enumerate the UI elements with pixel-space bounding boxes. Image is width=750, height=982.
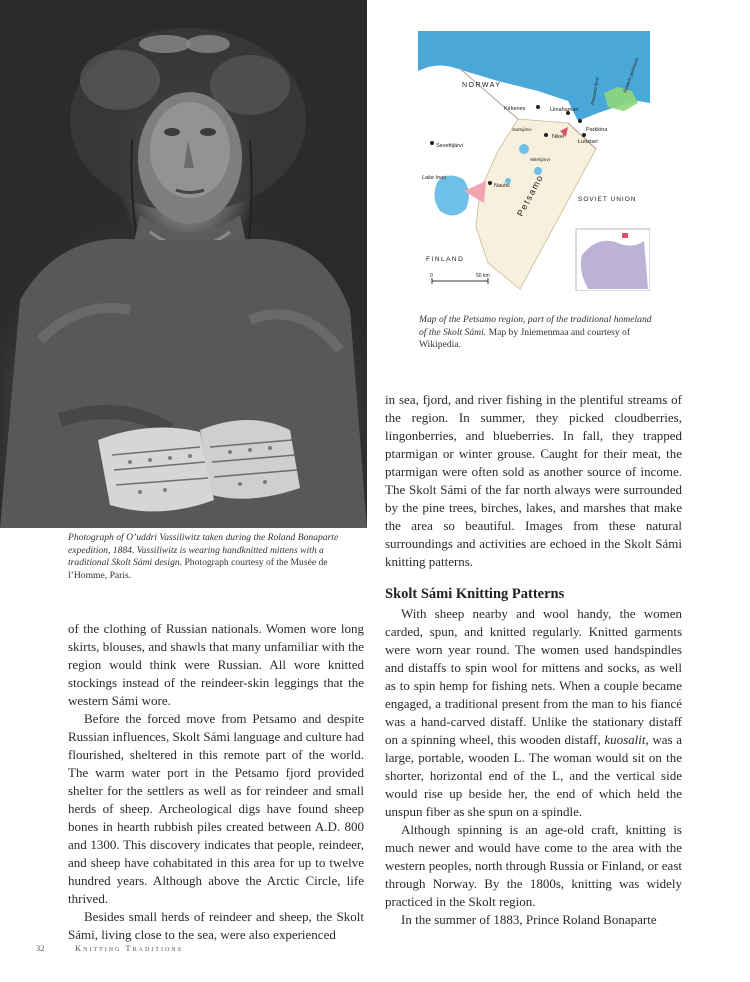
right-column — [385, 391, 682, 929]
map-illustration — [418, 31, 650, 291]
right-paragraph-1 — [385, 605, 682, 821]
label-rybachi: Rybachi peninsula — [622, 57, 640, 94]
left-column — [68, 620, 364, 944]
label-salmijarvi: Salmijärvi — [512, 127, 532, 132]
portrait-photograph — [0, 0, 367, 528]
photo-caption — [68, 532, 360, 582]
scale-zero: 0 — [430, 273, 433, 279]
label-soviet-union: SOVIET UNION — [578, 196, 637, 203]
label-kirkenes: Kirkenes — [504, 106, 526, 112]
label-norway: NORWAY — [462, 82, 502, 89]
left-paragraph-1: of the clothing of Russian nationals. Women wore long skirts, blouses, and shawls that many unfamiliar with the region would think were Russian. All wore knitted stockings instead of the reindeer-skin leggings that the western Sámi wore. — [68, 621, 364, 708]
map-caption — [419, 314, 659, 352]
kuosalit-term: kuosalit — [604, 732, 646, 747]
label-sevettijarvi: Sevettijärvi — [436, 143, 463, 149]
label-lake-inari: Lake Inari — [422, 175, 447, 181]
label-finland: FINLAND — [426, 256, 465, 263]
map-caption-text: Map of the Petsamo region, part of the traditional homeland of the Skolt Sámi. — [419, 314, 652, 338]
label-liinahamari: Liinahamari — [550, 107, 579, 113]
petsamo-map — [418, 31, 650, 291]
right-intro-paragraph: in sea, fjord, and river fishing in the plentiful streams of the region. In summer, they picked cloudberries, lingonberries, and blueberries. In fall, they trapped ptarmigan or winter grouse. Caught for their meat, the ptarmigan were often sold as another source of income. The Skolt Sámi of the far north always were surrounded by the pine trees, birches, lakes, and marshes that make the area so beautiful. Images from these natural surroundings and activities are echoed in the Skolt Sámi knitting patterns. — [385, 392, 682, 569]
label-petsamo: Petsamo — [514, 172, 546, 218]
photo-caption-credit: Photograph courtesy of the Musée de l’Homme, Paris. — [68, 557, 328, 581]
right-paragraph-1-a: With sheep nearby and wool handy, the women carded, spun, and knitted regularly. Knitted garments were worn year round. The women used handspindles and distaffs to spin wool for mittens and socks, as well as to spin hemp for fishing nets. When a couple became engaged, a traditional present from the man to his fiancé was a hand-carved distaff. Unlike the stationary distaff on a spinning wheel, this wooden distaff, — [385, 606, 682, 747]
photo-caption-text: Photograph of O’uddri Vassiliwitz taken during the Roland Bonaparte expedition, 1884. Vassiliwitz is wearing handknitted mittens with a traditional Skolt Sámi design. — [68, 532, 339, 569]
page-number: 32 — [36, 943, 45, 953]
label-nikehjarvi: Nikehjarvi — [530, 157, 550, 162]
label-petsamo-fjord: Petsamo fjord — [590, 76, 600, 106]
right-paragraph-1-b: , was a large, portable, wooden L. The woman would sit on the shorter, horizontal end of the L, and the vertical side would rise up beside her, the end of which held the unspun fiber as she spun on a spindle. — [385, 732, 682, 819]
label-nautsi: Nautsi — [494, 183, 510, 189]
section-heading: Skolt Sámi Knitting Patterns — [385, 586, 565, 602]
running-title: Knitting Traditions — [75, 943, 183, 953]
label-parkkina: Parkkina — [586, 127, 608, 133]
scale-fifty-km: 50 km — [476, 273, 490, 279]
left-paragraph-3: Besides small herds of reindeer and sheep, the Skolt Sámi, living close to the sea, were also experienced — [68, 909, 364, 942]
right-paragraph-2: Although spinning is an age-old craft, knitting is much newer and would have come to the area with the western peoples, north through Russia or Finland, or east through Norway. By the 1800s, knitting was widely practiced in the Skolt region. — [385, 822, 682, 909]
label-luostari: Luostari — [578, 139, 598, 145]
label-nikel: Nikel — [552, 134, 565, 140]
photograph-illustration — [0, 0, 367, 528]
left-paragraph-2: Before the forced move from Petsamo and despite Russian influences, Skolt Sámi language and culture had flourished, sheltered in this remote part of the world. The warm water port in the Petsamo fjord provided shelter for the settlers as well as for reindeer and small herds of sheep. Archeological digs have found sheep bones in hearth rubbish piles created between A.D. 800 and 1300. This discovery indicates that people, reindeer, and sheep have cohabitated in this area for up to twelve hundred years. Although above the Arctic Circle, life thrived. — [68, 711, 364, 906]
map-caption-credit: Map by Jniemenmaa and courtesy of Wikipedia. — [419, 326, 631, 351]
right-paragraph-3: In the summer of 1883, Prince Roland Bonaparte — [401, 912, 657, 927]
